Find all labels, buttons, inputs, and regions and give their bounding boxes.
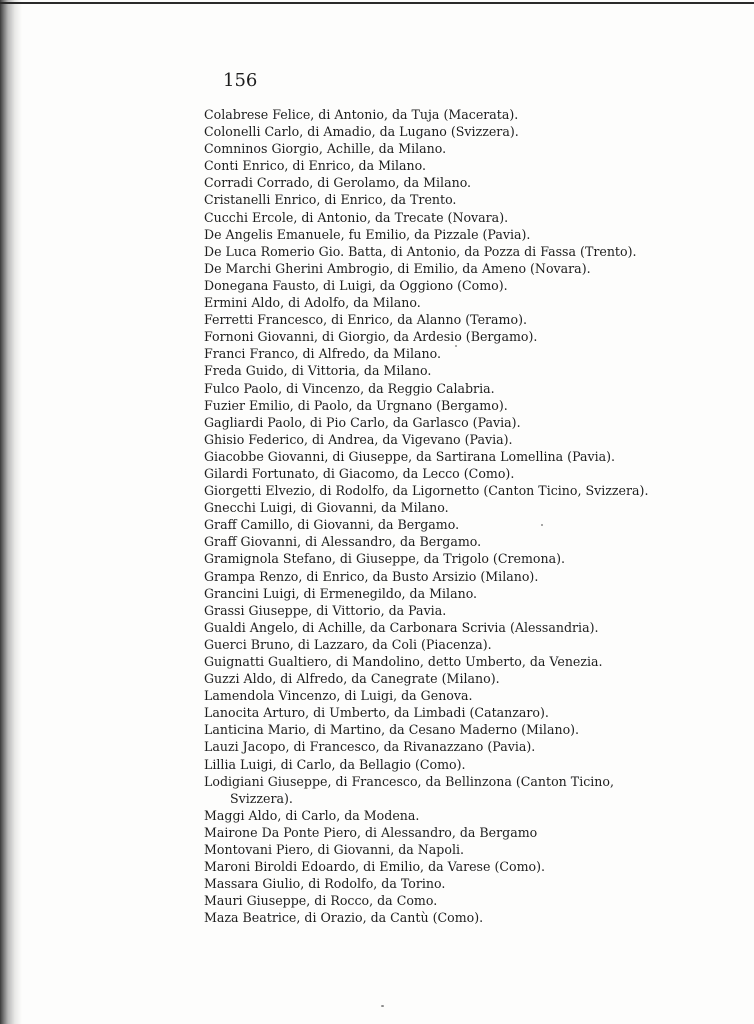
list-item: Maggi Aldo, di Carlo, da Modena. <box>204 807 420 823</box>
top-border-line <box>0 2 754 4</box>
list-item: Fuzier Emilio, di Paolo, da Urgnano (Bergamo). <box>204 397 508 413</box>
name-list <box>204 106 744 927</box>
list-item: Gnecchi Luigi, di Giovanni, da Milano. <box>204 500 449 516</box>
list-item: Grassi Giuseppe, di Vittorio, da Pavia. <box>204 602 447 618</box>
list-item: De Luca Romerio Gio. Batta, di Antonio, da Pozza di Fassa (Trento). <box>204 243 637 259</box>
list-item: Conti Enrico, di Enrico, da Milano. <box>204 158 427 174</box>
list-item: Guzzi Aldo, di Alfredo, da Canegrate (Milano). <box>204 671 500 687</box>
list-item-first-line: Lodigiani Giuseppe, di Francesco, da Bellinzona (Canton Ticino, <box>204 773 614 789</box>
list-item: Gagliardi Paolo, di Pio Carlo, da Garlasco (Pavia). <box>204 414 521 430</box>
list-item: De Angelis Emanuele, fu Emilio, da Pizzale (Pavia). <box>204 226 531 242</box>
list-item: Comninos Giorgio, Achille, da Milano. <box>204 141 447 157</box>
list-item: Gramignola Stefano, di Giuseppe, da Trigolo (Cremona). <box>204 551 566 567</box>
list-item: Maroni Biroldi Edoardo, di Emilio, da Varese (Como). <box>204 859 546 875</box>
list-item: Cristanelli Enrico, di Enrico, da Trento. <box>204 192 457 208</box>
list-item: Colonelli Carlo, di Amadio, da Lugano (Svizzera). <box>204 124 519 140</box>
list-item: Lanocita Arturo, di Umberto, da Limbadi (Catanzaro). <box>204 705 549 721</box>
list-item: Giacobbe Giovanni, di Giuseppe, da Sartirana Lomellina (Pavia). <box>204 448 616 464</box>
list-item: Gilardi Fortunato, di Giacomo, da Lecco (Como). <box>204 465 515 481</box>
list-item: Fulco Paolo, di Vincenzo, da Reggio Calabria. <box>204 380 495 396</box>
list-item: Maza Beatrice, di Orazio, da Cantù (Como). <box>204 910 484 926</box>
list-item: Fornoni Giovanni, di Giorgio, da Ardesio (Bergamo). <box>204 329 538 345</box>
list-item: Donegana Fausto, di Luigi, da Oggiono (Como). <box>204 277 508 293</box>
paper-speck <box>455 345 457 347</box>
list-item: Lauzi Jacopo, di Francesco, da Rivanazzano (Pavia). <box>204 739 536 755</box>
list-item: Gualdi Angelo, di Achille, da Carbonara Scrivia (Alessandria). <box>204 619 599 635</box>
list-item: Freda Guido, di Vittoria, da Milano. <box>204 363 432 379</box>
list-item: Ermini Aldo, di Adolfo, da Milano. <box>204 295 421 311</box>
page-number: 156 <box>223 70 258 91</box>
list-item: Mairone Da Ponte Piero, di Alessandro, da Bergamo <box>204 824 538 840</box>
list-item: Ghisio Federico, di Andrea, da Vigevano (Pavia). <box>204 431 513 447</box>
list-item-continuation: Svizzera). <box>230 790 293 806</box>
list-item: Franci Franco, di Alfredo, da Milano. <box>204 346 441 362</box>
list-item: Grancini Luigi, di Ermenegildo, da Milano. <box>204 585 478 601</box>
list-item: Mauri Giuseppe, di Rocco, da Como. <box>204 893 438 909</box>
list-item: Lillia Luigi, di Carlo, da Bellagio (Como). <box>204 756 466 772</box>
scanned-page-edge <box>0 0 22 1024</box>
paper-speck <box>381 1005 384 1007</box>
list-item: Graff Giovanni, di Alessandro, da Bergamo. <box>204 534 482 550</box>
list-item: Giorgetti Elvezio, di Rodolfo, da Ligornetto (Canton Ticino, Svizzera). <box>204 483 649 499</box>
paper-speck <box>541 524 543 526</box>
list-item-wrapped <box>204 773 744 807</box>
list-item: Colabrese Felice, di Antonio, da Tuja (Macerata). <box>204 107 519 122</box>
list-item: Guerci Bruno, di Lazzaro, da Coli (Piacenza). <box>204 636 492 652</box>
list-item: Lanticina Mario, di Martino, da Cesano Maderno (Milano). <box>204 722 580 738</box>
list-item: Montovani Piero, di Giovanni, da Napoli. <box>204 842 465 858</box>
list-item: Ferretti Francesco, di Enrico, da Alanno (Teramo). <box>204 312 527 328</box>
list-item: Lamendola Vincenzo, di Luigi, da Genova. <box>204 688 473 704</box>
list-item: Guignatti Gualtiero, di Mandolino, detto Umberto, da Venezia. <box>204 654 603 669</box>
list-item: Cucchi Ercole, di Antonio, da Trecate (Novara). <box>204 209 509 225</box>
list-item: Graff Camillo, di Giovanni, da Bergamo. <box>204 517 460 533</box>
list-item: Corradi Corrado, di Gerolamo, da Milano. <box>204 175 472 191</box>
list-item: Grampa Renzo, di Enrico, da Busto Arsizio (Milano). <box>204 568 539 584</box>
list-item: Massara Giulio, di Rodolfo, da Torino. <box>204 876 446 892</box>
list-item: De Marchi Gherini Ambrogio, di Emilio, da Ameno (Novara). <box>204 260 591 276</box>
